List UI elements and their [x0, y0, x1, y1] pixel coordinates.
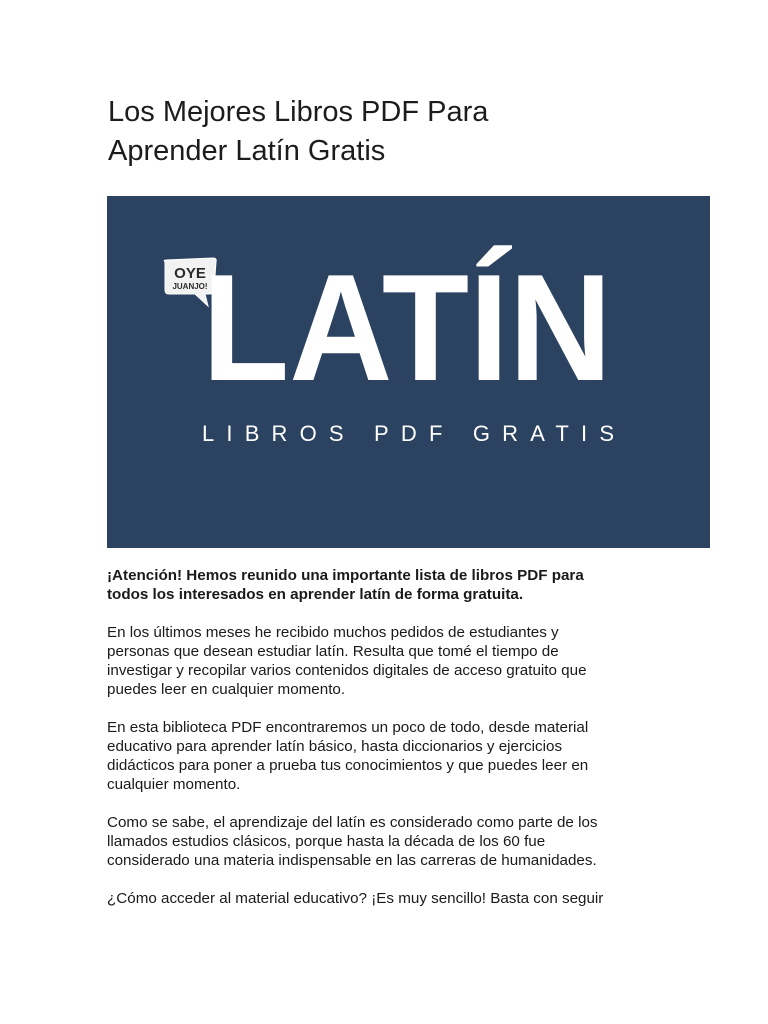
paragraph-1 — [107, 566, 667, 604]
banner-headline: LATÍN — [202, 243, 612, 413]
paragraph-3 — [107, 718, 667, 794]
paragraph-line: Como se sabe, el aprendizaje del latín es considerado como parte de los — [107, 814, 598, 831]
page-title — [108, 93, 668, 171]
title-line-1: Los Mejores Libros PDF Para — [108, 96, 489, 128]
paragraph-line: personas que desean estudiar latín. Resulta que tomé el tiempo de — [107, 643, 559, 660]
paragraph-5 — [107, 889, 667, 908]
paragraph-line: puedes leer en cualquier momento. — [107, 681, 346, 698]
title-line-2: Aprender Latín Gratis — [108, 135, 386, 167]
article-body — [107, 566, 667, 927]
paragraph-line: llamados estudios clásicos, porque hasta la década de los 60 fue — [107, 833, 546, 850]
paragraph-2 — [107, 623, 667, 699]
badge-juanjo: JUANJO! — [172, 282, 208, 291]
paragraph-line: En esta biblioteca PDF encontraremos un poco de todo, desde material — [107, 719, 589, 736]
paragraph-line: todos los interesados en aprender latín de forma gratuita. — [107, 586, 524, 603]
paragraph-line: didácticos para poner a prueba tus conocimientos y que puedes leer en — [107, 757, 589, 774]
paragraph-line: cualquier momento. — [107, 776, 241, 793]
paragraph-line: En los últimos meses he recibido muchos pedidos de estudiantes y — [107, 624, 559, 641]
paragraph-4 — [107, 813, 667, 870]
badge-oye: OYE — [174, 265, 206, 282]
paragraph-line: educativo para aprender latín básico, hasta diccionarios y ejercicios — [107, 738, 563, 755]
paragraph-line: investigar y recopilar varios contenidos digitales de acceso gratuito que — [107, 662, 587, 679]
paragraph-line: ¿Cómo acceder al material educativo? ¡Es muy sencillo! Basta con seguir — [107, 890, 604, 907]
paragraph-line: ¡Atención! Hemos reunido una importante lista de libros PDF para — [107, 567, 584, 584]
banner-image — [107, 196, 710, 548]
paragraph-line: considerado una materia indispensable en las carreras de humanidades. — [107, 852, 597, 869]
banner-subtitle: LIBROS PDF GRATIS — [202, 421, 614, 446]
